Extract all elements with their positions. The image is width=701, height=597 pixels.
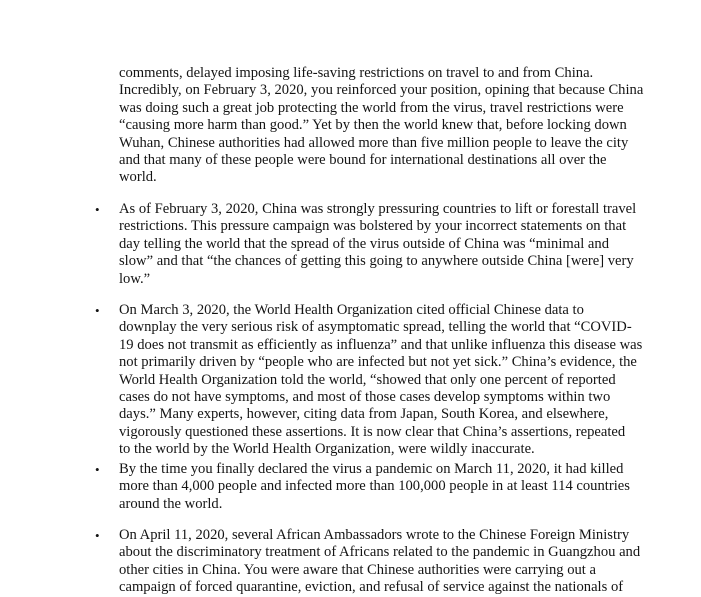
text-line: not primarily driven by “people who are infected but not yet sick.” China’s evidence, the xyxy=(119,354,637,371)
text-line: Incredibly, on February 3, 2020, you reinforced your position, opining that because China xyxy=(119,82,644,99)
text-line: about the discriminatory treatment of Africans related to the pandemic in Guangzhou and xyxy=(119,544,641,561)
text-line: cases do not have symptoms, and most of those cases develop symptoms within two xyxy=(119,389,611,406)
text-line: 19 does not transmit as efficiently as influenza” and that unlike influenza this disease was xyxy=(119,336,643,353)
text-line: comments, delayed imposing life-saving restrictions on travel to and from China. xyxy=(119,65,594,81)
bullet-marker: • xyxy=(95,528,100,543)
text-line: As of February 3, 2020, China was strongly pressuring countries to lift or forestall travel xyxy=(119,201,637,217)
text-line: By the time you finally declared the virus a pandemic on March 11, 2020, it had killed xyxy=(119,461,624,477)
text-line: and that many of these people were bound for international destinations all over the xyxy=(119,152,607,169)
text-line: On March 3, 2020, the World Health Organization cited official Chinese data to xyxy=(119,302,584,318)
text-line: vigorously questioned these assertions. It is now clear that China’s assertions, repeated xyxy=(119,423,626,440)
bullet-paragraph xyxy=(119,527,649,597)
text-line: was doing such a great job protecting the world from the virus, travel restrictions were xyxy=(119,99,624,116)
text-line: restrictions. This pressure campaign was bolstered by your incorrect statements on that xyxy=(119,218,627,235)
text-line: campaign of forced quarantine, eviction, and refusal of service against the nationals of xyxy=(119,579,624,596)
bullet-marker: • xyxy=(95,462,100,477)
text-line: slow” and that “the chances of getting this going to anywhere outside China [were] very xyxy=(119,253,634,270)
bullet-paragraph xyxy=(119,201,649,288)
text-line: downplay the very serious risk of asymptomatic spread, telling the world that “COVID- xyxy=(119,319,632,336)
text-line: low.” xyxy=(119,270,151,287)
text-line: other cities in China. You were aware that Chinese authorities were carrying out a xyxy=(119,561,596,578)
text-line: On April 11, 2020, several African Ambassadors wrote to the Chinese Foreign Ministry xyxy=(119,527,630,543)
text-line: World Health Organization told the world, “showed that only one percent of reported xyxy=(119,371,616,388)
text-line: days.” Many experts, however, citing data from Japan, South Korea, and elsewhere, xyxy=(119,406,609,423)
text-line: Wuhan, Chinese authorities had allowed more than five million people to leave the city xyxy=(119,134,629,151)
text-line: around the world. xyxy=(119,495,223,512)
text-line: more than 4,000 people and infected more than 100,000 people in at least 114 countries xyxy=(119,478,630,495)
continuation-paragraph xyxy=(119,65,644,187)
text-line: day telling the world that the spread of the virus outside of China was “minimal and xyxy=(119,235,609,252)
text-line: world. xyxy=(119,169,157,186)
bullet-marker: • xyxy=(95,303,100,318)
bullet-paragraph xyxy=(119,461,649,513)
bullet-paragraph xyxy=(119,302,649,459)
bullet-marker: • xyxy=(95,202,100,217)
text-line: to the world by the World Health Organization, were wildly inaccurate. xyxy=(119,441,535,458)
text-line: “causing more harm than good.” Yet by then the world knew that, before locking down xyxy=(119,117,627,134)
